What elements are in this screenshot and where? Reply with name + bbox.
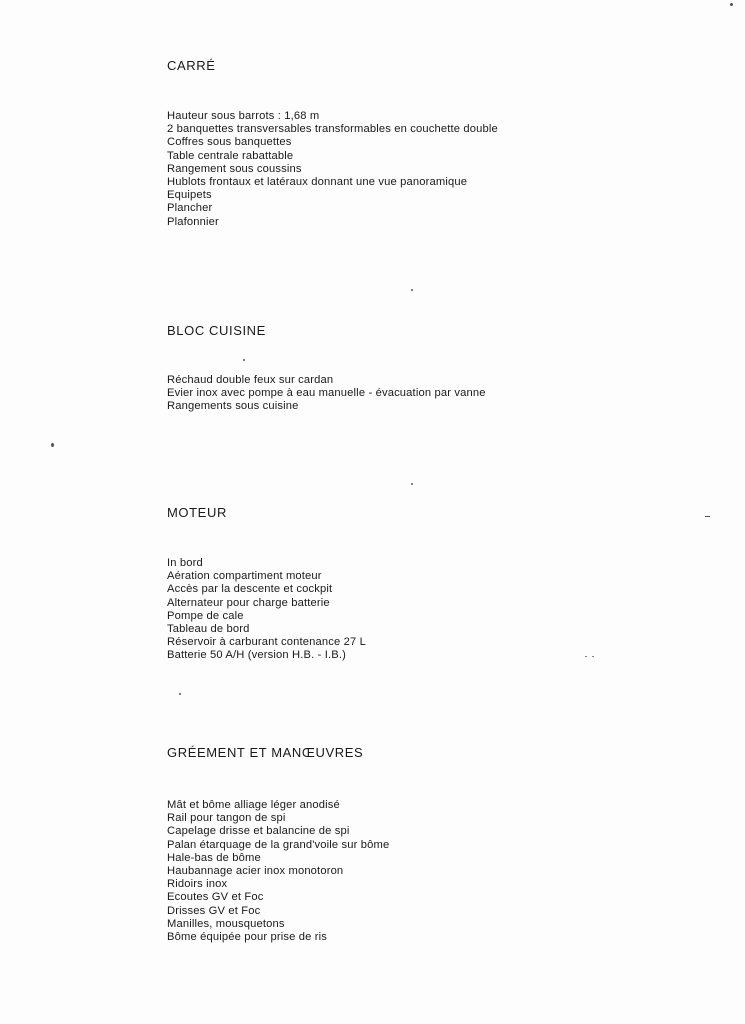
list-item: Accès par la descente et cockpit	[167, 583, 333, 596]
item-list	[167, 557, 727, 663]
list-item: 2 banquettes transversables transformables en couchette double	[167, 123, 498, 136]
section-carre	[167, 58, 727, 229]
list-item: Rangement sous coussins	[167, 162, 302, 175]
list-item: Mât et bôme alliage léger anodisé	[167, 799, 340, 811]
list-item: Drisses GV et Foc	[167, 904, 261, 917]
list-item: Batterie 50 A/H (version H.B. - I.B.)	[167, 649, 347, 662]
scan-speck	[411, 289, 413, 291]
section-title: CARRÉ	[167, 58, 216, 73]
item-list	[167, 799, 727, 944]
item-list	[167, 374, 727, 414]
list-item: Table centrale rabattable	[167, 149, 294, 162]
scan-speck	[51, 443, 54, 447]
scan-speck	[411, 483, 413, 485]
list-item: Rangements sous cuisine	[167, 400, 299, 413]
item-list	[167, 110, 727, 229]
section-title: GRÉEMENT ET MANŒUVRES	[167, 745, 364, 760]
list-item: Plafonnier	[167, 215, 219, 228]
list-item: Palan étarquage de la grand'voile sur bôme	[167, 838, 390, 851]
list-item: Coffres sous banquettes	[167, 136, 292, 149]
scan-speck	[730, 3, 733, 6]
list-item: Haubannage acier inox monotoron	[167, 865, 344, 878]
list-item: Rail pour tangon de spi	[167, 812, 286, 825]
list-item: Hauteur sous barrots : 1,68 m	[167, 110, 320, 122]
list-item: Manilles, mousquetons	[167, 917, 285, 930]
scan-speck	[243, 359, 245, 361]
section-moteur	[167, 505, 727, 663]
list-item: Bôme équipée pour prise de ris	[167, 931, 327, 944]
section-title: BLOC CUISINE	[167, 323, 266, 338]
scan-speck	[592, 656, 594, 657]
list-item: Tableau de bord	[167, 623, 250, 636]
section-title: MOTEUR	[167, 505, 227, 520]
list-item: Evier inox avec pompe à eau manuelle - évacuation par vanne	[167, 387, 486, 400]
section-bloc-cuisine	[167, 323, 727, 414]
list-item: Hale-bas de bôme	[167, 851, 261, 864]
list-item: Equipets	[167, 189, 212, 202]
list-item: Réchaud double feux sur cardan	[167, 374, 334, 386]
list-item: Alternateur pour charge batterie	[167, 596, 330, 609]
list-item: In bord	[167, 557, 203, 569]
list-item: Ecoutes GV et Foc	[167, 891, 264, 904]
list-item: Pompe de cale	[167, 609, 244, 622]
list-item: Réservoir à carburant contenance 27 L	[167, 636, 366, 649]
list-item: Capelage drisse et balancine de spi	[167, 825, 350, 838]
section-greement-et-manoeuvres	[167, 745, 727, 944]
scan-speck	[585, 656, 587, 657]
list-item: Plancher	[167, 202, 213, 215]
list-item: Hublots frontaux et latéraux donnant une vue panoramique	[167, 176, 468, 189]
list-item: Ridoirs inox	[167, 878, 228, 891]
list-item: Aération compartiment moteur	[167, 570, 322, 583]
scan-speck	[179, 693, 181, 695]
scan-speck	[705, 516, 710, 517]
